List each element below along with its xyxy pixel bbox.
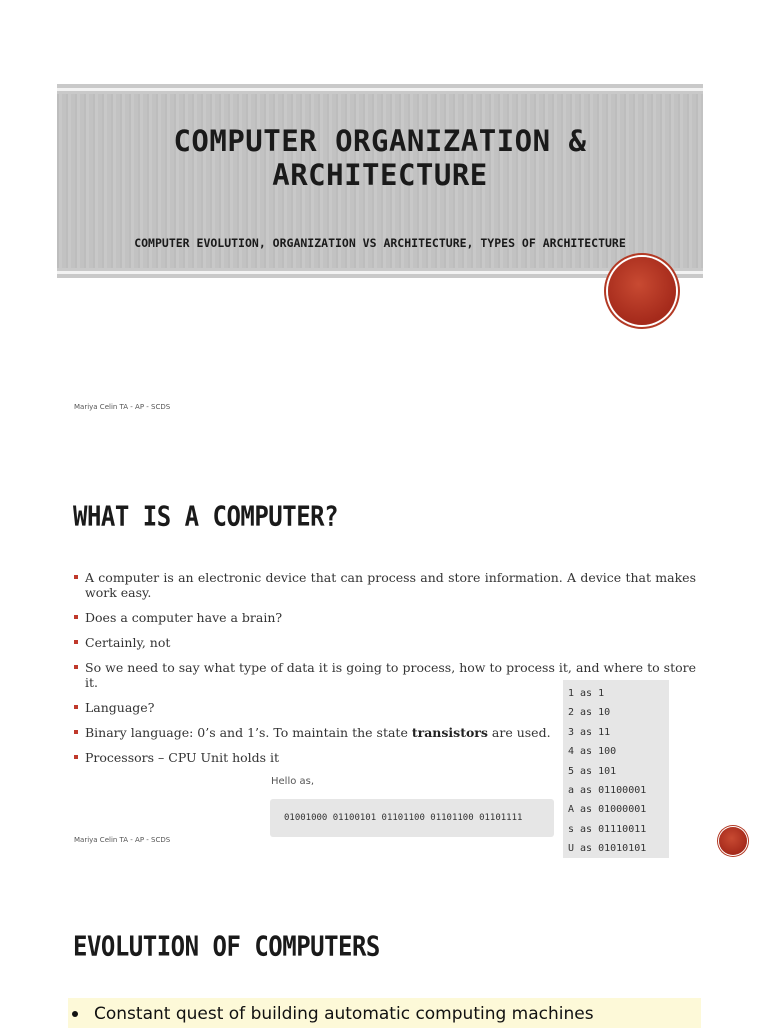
list-item: Processors – CPU Unit holds it (73, 750, 696, 765)
binary-text-pre: Binary language: 0’s and 1’s. To maintain the state (85, 725, 412, 740)
slide-title-line1: COMPUTER ORGANIZATION & (173, 124, 587, 158)
hello-label: Hello as, (271, 776, 315, 787)
evolution-bullet-text: Constant quest of building automatic computing machines (94, 1004, 594, 1024)
binary-text-bold: transistors (411, 725, 488, 740)
slide-subtitle: COMPUTER EVOLUTION, ORGANIZATION VS ARCHITECTURE, TYPES OF ARCHITECTURE (134, 236, 626, 250)
slide2-footer: Mariya Celin TA - AP - SCDS (74, 836, 171, 844)
list-item: Language? (73, 700, 696, 715)
code-row: A as 01000001 (568, 804, 647, 816)
slide-title-line2: ARCHITECTURE (272, 158, 488, 192)
code-row: 2 as 10 (568, 707, 611, 719)
list-item: So we need to say what type of data it is going to process, how to process it, and where to store it. (73, 660, 696, 690)
code-row: 1 as 1 (568, 688, 605, 699)
list-item: A computer is an electronic device that can process and store information. A device that makes work easy. (73, 570, 696, 600)
bullet-dot-icon (72, 1011, 78, 1017)
list-item: Does a computer have a brain? (73, 610, 696, 625)
heading-evolution: EVOLUTION OF COMPUTERS (73, 930, 380, 963)
code-row: 3 as 11 (568, 726, 611, 738)
list-item: Certainly, not (73, 635, 696, 650)
evolution-bullet (72, 1004, 594, 1024)
code-row: U as 01010101 (568, 843, 647, 855)
code-table (568, 684, 646, 859)
code-row: 4 as 100 (568, 746, 617, 758)
hello-binary: 01001000 01100101 01101100 01101100 01101111 (284, 813, 523, 823)
binary-text-post: are used. (487, 725, 551, 740)
slide1-footer: Mariya Celin TA - AP - SCDS (74, 403, 171, 411)
code-row: 5 as 101 (568, 765, 617, 777)
code-row: a as 01100001 (568, 784, 647, 796)
slide-title (57, 124, 703, 192)
decorative-circle-small (719, 827, 747, 855)
code-row: s as 01110011 (568, 823, 647, 835)
heading-what-is-a-computer: WHAT IS A COMPUTER? (73, 500, 339, 533)
decorative-circle (608, 257, 676, 325)
